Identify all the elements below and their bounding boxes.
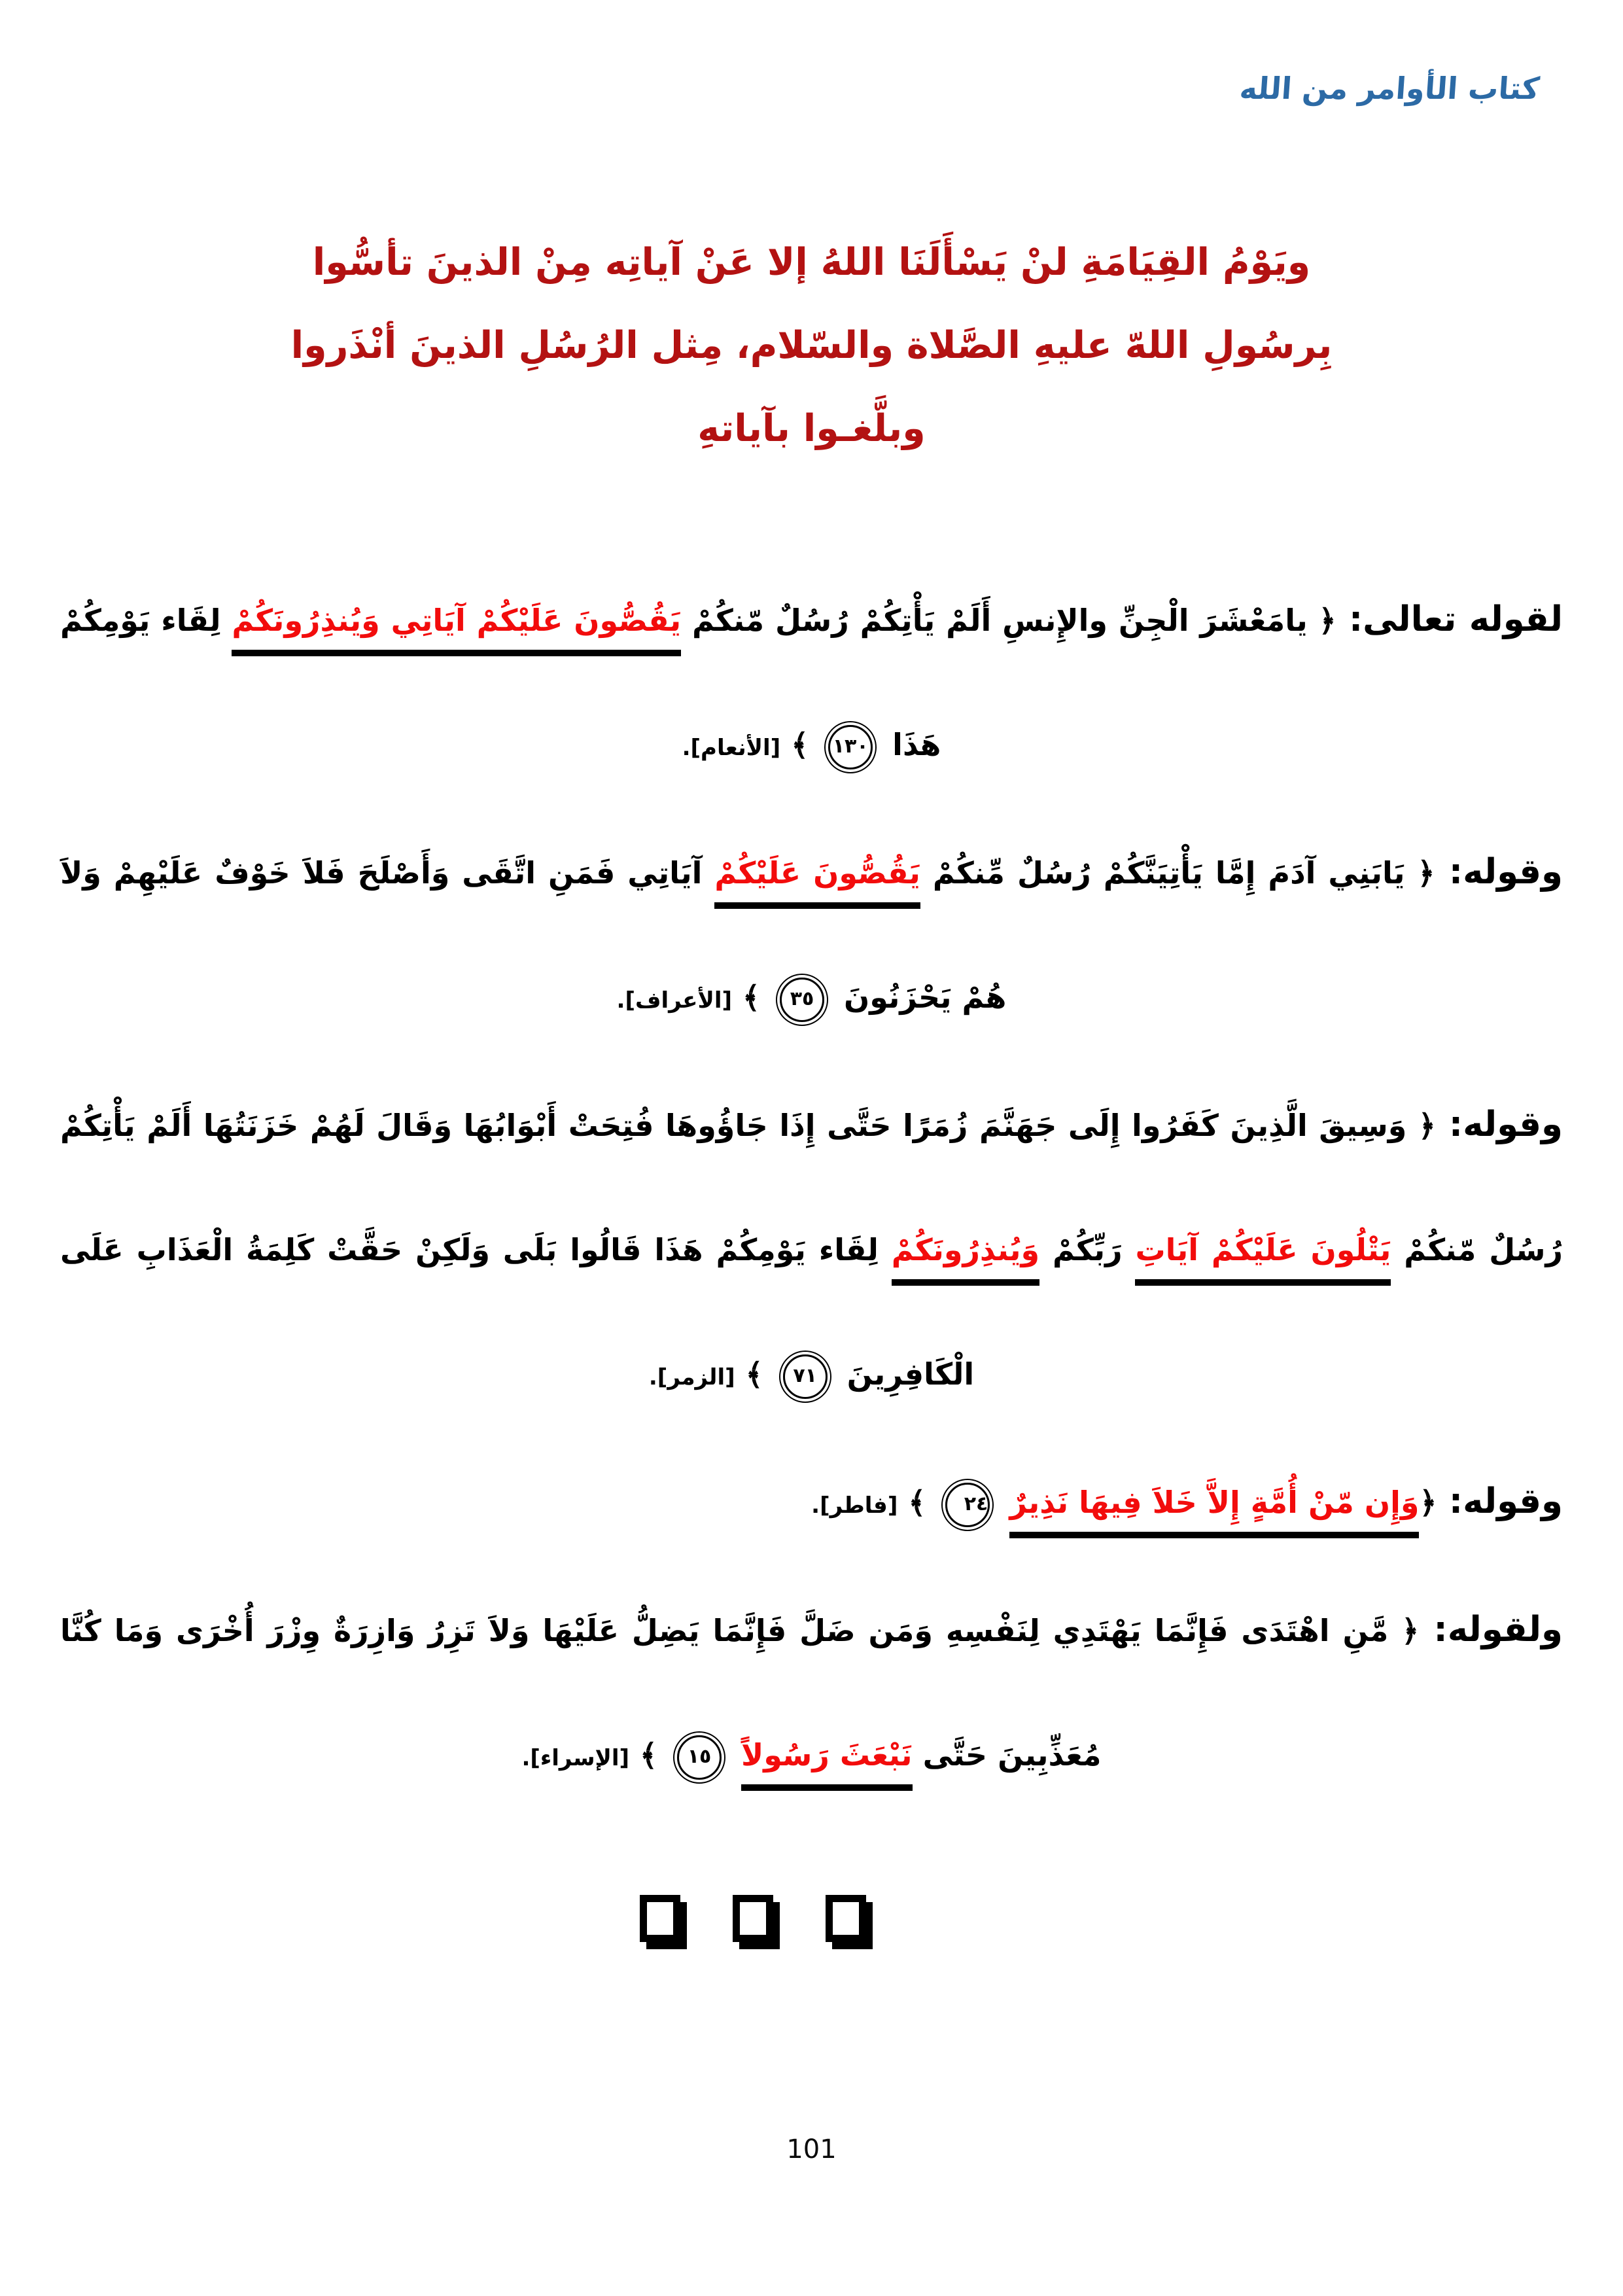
verse-text: ﴾ (629, 1737, 669, 1773)
verse-highlight: نَبْعَثَ رَسُولاً (741, 1737, 913, 1791)
chapter-title (79, 221, 1544, 470)
verse-text: ﴿ يامَعْشَرَ الْجِنِّ والإِنسِ أَلَمْ يَأْتِكُمْ رُسُلٌ مّنكُمْ (681, 603, 1336, 638)
surah-reference: [الإسراء]. (521, 1745, 630, 1771)
verse-text (731, 1737, 741, 1773)
chapter-title-line-1: ويَوْمُ القِيَامَةِ لنْ يَسْأَلَنَا اللهُ إلا عَنْ آياتِه مِنْ الذينَ تأسُّوا (312, 241, 1311, 284)
verse-paragraph (60, 1063, 1563, 1439)
verse-text: ﴿ مَّنِ اهْتَدَى فَإِنَّمَا يَهْتَدِي لِنَفْسِهِ وَمَن ضَلَّ فَإِنَّمَا يَضِلُّ عَلَيْهَا وَلاَ تَزِرُ وَازِرَةٌ وِزْرَ أُخْرَى وَمَا كُنَّا مُعَذِّبِينَ حَتَّى (60, 1613, 1420, 1773)
ayah-number-badge: ١٣٠ (828, 725, 873, 769)
ayah-number-badge: ٣٥ (780, 978, 824, 1022)
verse-paragraphs (60, 557, 1563, 1820)
paragraph-lead: لقوله تعالى: (1336, 599, 1563, 639)
surah-reference: [فاطر]. (811, 1492, 898, 1519)
verse-text: ﴿ (1419, 1485, 1437, 1520)
book-title-calligraphy: كتاب الأوامر من الله (1238, 71, 1541, 106)
verse-text: ﴾ (780, 727, 820, 762)
verse-text: ﴾ (732, 980, 771, 1015)
verse-text: ﴾ (898, 1485, 937, 1520)
surah-reference: [الأعراف]. (616, 987, 733, 1014)
paragraph-lead: وقوله: (1435, 852, 1563, 892)
verse-paragraph (60, 557, 1563, 810)
shadowed-square-divider-icon (640, 1895, 680, 1942)
paragraph-lead: وقوله: (1437, 1481, 1563, 1521)
verse-highlight: يَقُصُّونَ عَلَيْكُمْ (714, 855, 920, 909)
verse-text: ﴾ (735, 1356, 774, 1392)
verse-text: لِقَاء يَوْمِكُمْ هَذَا (60, 603, 941, 762)
shadowed-square-divider-icon (733, 1895, 773, 1942)
chapter-title-line-3: وبلَّغـوا بآياتهِ (697, 407, 926, 450)
section-divider-row (0, 1895, 1505, 1945)
verse-paragraph (60, 1439, 1563, 1568)
verse-paragraph (60, 810, 1563, 1063)
verse-paragraph (60, 1568, 1563, 1820)
verse-highlight: يَتْلُونَ عَلَيْكُمْ آيَاتِ (1135, 1232, 1391, 1286)
shadowed-square-divider-icon (826, 1895, 866, 1942)
paragraph-lead: ولقوله: (1419, 1610, 1563, 1650)
verse-text: آيَاتِي فَمَنِ اتَّقَى وَأَصْلَحَ فَلاَ خَوْفٌ عَلَيْهِمْ وَلاَ هُمْ يَحْزَنُونَ (60, 855, 1007, 1015)
surah-reference: [الزمر]. (648, 1364, 735, 1390)
surah-reference: [الأنعام]. (682, 735, 781, 761)
verse-text: ﴿ يَابَنِي آدَمَ إِمَّا يَأْتِيَنَّكُمْ رُسُلٌ مِّنكُمْ (920, 855, 1435, 891)
verse-highlight: وَإِن مّنْ أُمَّةٍ إِلاَّ خَلاَ فِيهَا نَذِيرٌ (1009, 1485, 1419, 1538)
paragraph-lead: وقوله: (1435, 1104, 1563, 1144)
ayah-number-badge: ٧١ (783, 1354, 828, 1399)
verse-text (999, 1485, 1009, 1520)
verse-text: رَبِّكُمْ (1039, 1232, 1136, 1267)
chapter-title-line-2: بِرسُولِ اللهّ عليهِ الصَّلاة والسّلام، مِثل الرُسُلِ الذينَ أنْذَروا (290, 324, 1333, 367)
verse-highlight: يَقُصُّونَ عَلَيْكُمْ آيَاتِي وَيُنذِرُونَكُمْ (232, 603, 681, 656)
verse-text: ﴿ وَسِيقَ الَّذِينَ كَفَرُوا إِلَى جَهَنَّمَ زُمَرًا حَتَّى إِذَا جَاؤُوهَا فُتِحَتْ أَبْوَابُهَا وَقَالَ لَهُمْ خَزَنَتُهَا أَلَمْ يَأْتِكُمْ رُسُلٌ مّنكُمْ (60, 1108, 1563, 1267)
verse-highlight: وَيُنذِرُونَكُمْ (892, 1232, 1039, 1286)
ayah-number-badge: ١٥ (677, 1735, 722, 1780)
ayah-number-badge: ٢٤ (945, 1483, 990, 1527)
page-number: 101 (786, 2134, 837, 2164)
verse-text: لِقَاء يَوْمِكُمْ هَذَا قَالُوا بَلَى وَلَكِنْ حَقَّتْ كَلِمَةُ الْعَذَابِ عَلَى الْكَافِرِينَ (60, 1232, 975, 1392)
